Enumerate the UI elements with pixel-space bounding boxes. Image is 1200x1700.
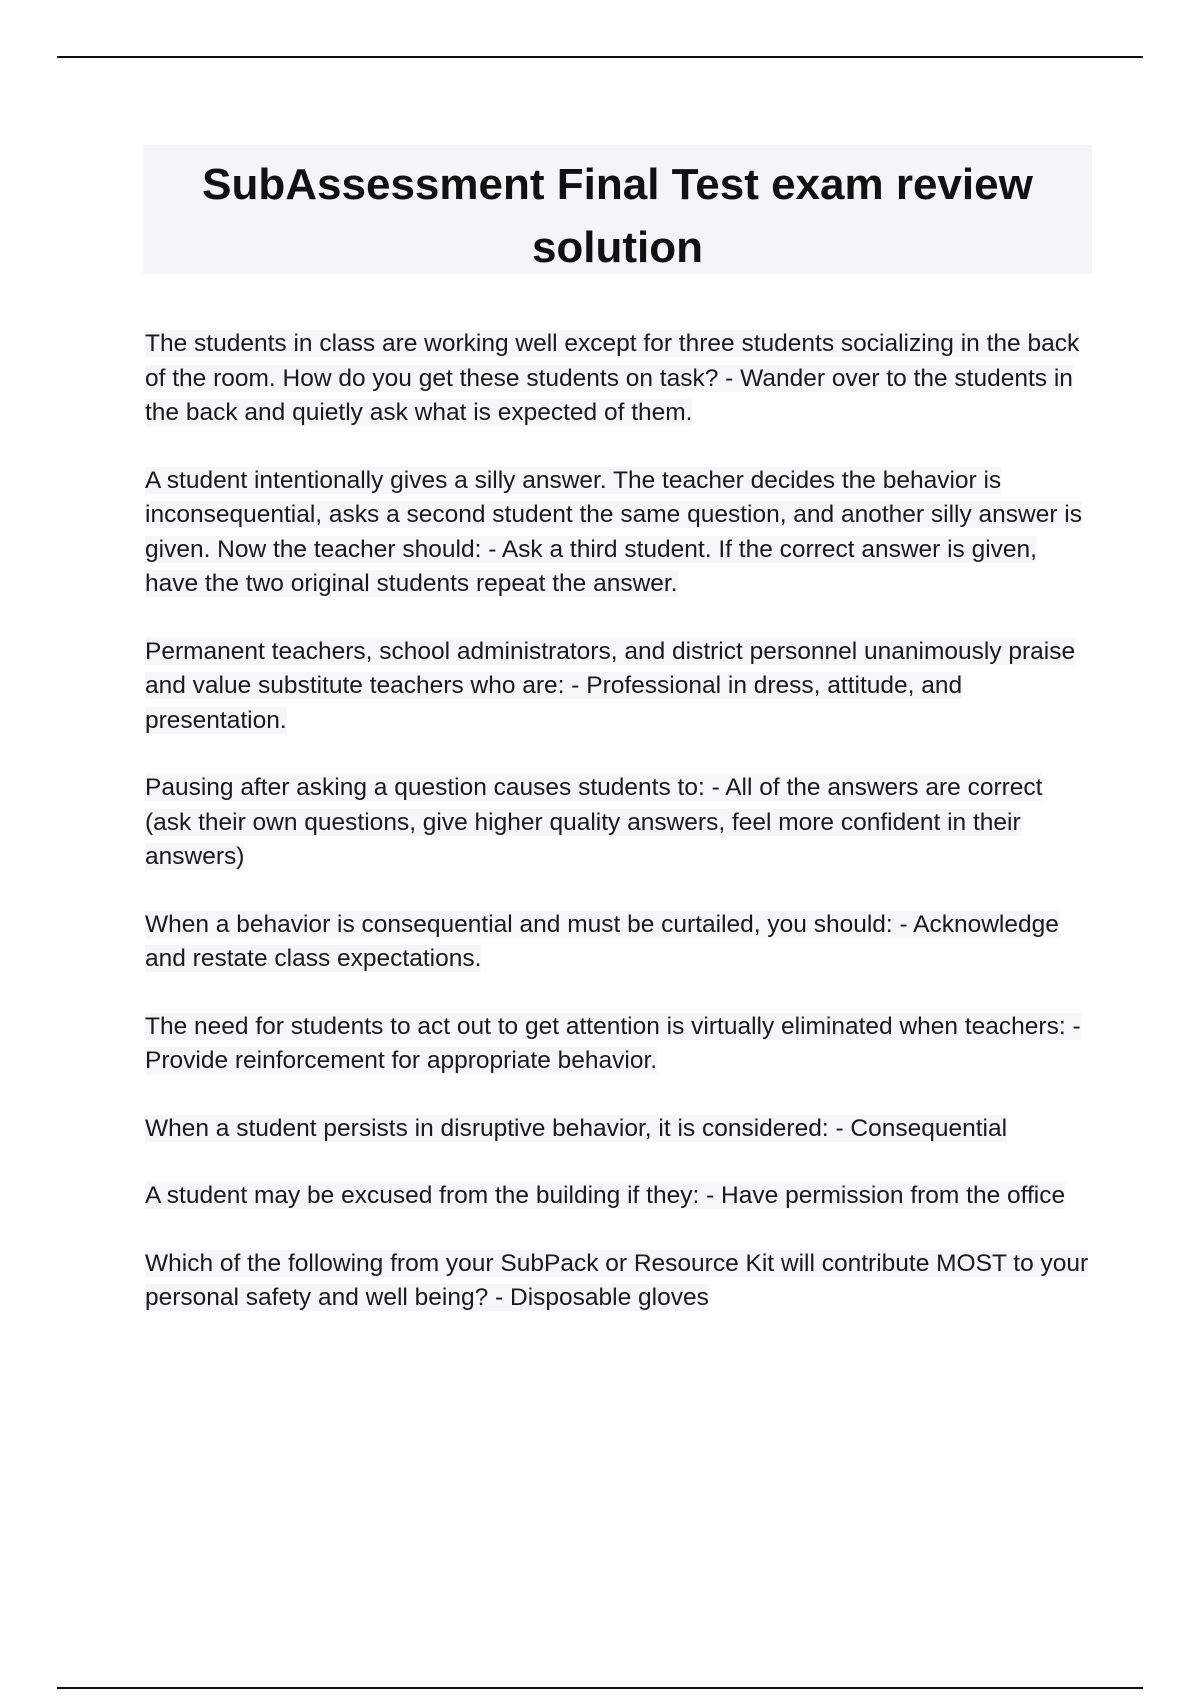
title-block — [143, 145, 1092, 274]
qa-list — [145, 327, 1095, 1349]
qa-item — [145, 1112, 1095, 1147]
qa-item — [145, 771, 1095, 875]
bottom-rule — [57, 1687, 1143, 1689]
qa-text: A student may be excused from the building if they: - Have permission from the office — [145, 1182, 1066, 1209]
qa-item — [145, 464, 1095, 602]
qa-text: When a student persists in disruptive behavior, it is considered: - Consequential — [145, 1114, 1008, 1142]
qa-item — [145, 1179, 1095, 1214]
qa-item — [145, 1247, 1095, 1316]
qa-text: Which of the following from your SubPack or Resource Kit will contribute MOST to your personal safety and well being? - Disposable gloves — [145, 1249, 1089, 1311]
qa-text: A student intentionally gives a silly answer. The teacher decides the behavior is inconsequential, asks a second student the same question, and another silly answer is given. Now the teacher should: - Ask a third student. If the correct answer is given, have the two original students repeat the answer. — [145, 466, 1083, 597]
qa-item — [145, 908, 1095, 977]
top-rule — [57, 56, 1143, 58]
qa-text: When a behavior is consequential and must be curtailed, you should: - Acknowledge and restate class expectations. — [145, 910, 1059, 972]
qa-item — [145, 635, 1095, 739]
page-title: SubAssessment Final Test exam review solution — [202, 160, 1033, 272]
qa-text: Permanent teachers, school administrators, and district personnel unanimously praise and value substitute teachers who are: - Professional in dress, attitude, and presentation. — [145, 637, 1076, 734]
qa-item — [145, 327, 1095, 431]
qa-text: The need for students to act out to get attention is virtually eliminated when teachers: - Provide reinforcement for appropriate behavior. — [145, 1012, 1081, 1074]
qa-text: The students in class are working well except for three students socializing in the back of the room. How do you get these students on task? - Wander over to the students in the back and quietly ask what is expected of them. — [145, 330, 1080, 426]
qa-item — [145, 1010, 1095, 1079]
qa-text: Pausing after asking a question causes students to: - All of the answers are correct (ask their own questions, give higher quality answers, feel more confident in their answers) — [145, 774, 1043, 870]
